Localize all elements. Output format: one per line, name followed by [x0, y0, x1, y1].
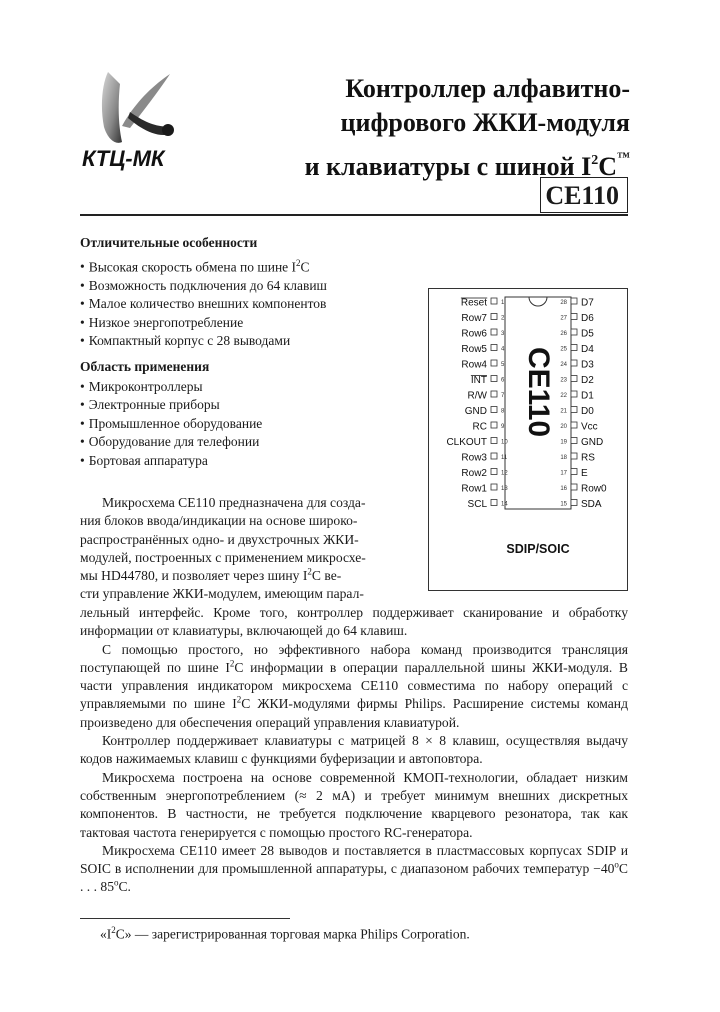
intro-paragraph-rest: лельный интерфейс. Кроме того, контроллер поддерживает сканирование и обработку информации от клавиатуры, включающей до 64 клавиш.: [80, 605, 628, 639]
feature-1-suffix: C: [300, 259, 310, 275]
pin-left-10: [446, 437, 508, 448]
document-title: [305, 72, 630, 184]
footnote-sup: 2: [111, 925, 116, 935]
intro-line-5-suffix: C ве-: [311, 568, 342, 584]
pin-name: Reset: [460, 297, 487, 309]
pin-left-8: [465, 406, 505, 417]
pin-pad: [491, 407, 497, 413]
intro-line-5: [80, 567, 410, 585]
pin-pad: [571, 360, 577, 366]
pin-number: 22: [560, 393, 567, 399]
command-text-b: C информации в операции параллельной шины ЖКИ-модуля. В части управления индикатором микросхема CE110 совместима по набору операций с управляемыми по шине I: [80, 659, 628, 712]
pin-name: Row6: [461, 328, 487, 340]
pin-number: 25: [560, 346, 567, 353]
pin-number: 8: [501, 408, 505, 415]
applications-section: [80, 358, 410, 471]
pin-pad: [491, 484, 497, 490]
pin-number: 4: [501, 346, 505, 353]
features-list: [80, 254, 410, 351]
pin-name: SDA: [581, 499, 602, 510]
pin-name: Vcc: [581, 421, 598, 433]
package-text-a: Микросхема CE110 имеет 28 выводов и поставляется в пластмассовых корпусах SDIP и SOIC в исполнении для промышленной аппаратуры, с диапазоном рабочих температур −40: [80, 842, 628, 877]
pin-number: 10: [501, 439, 508, 446]
pin-name: SCL: [467, 499, 487, 510]
pin-name: R/W: [467, 390, 487, 402]
pin-pad: [491, 345, 497, 351]
pin-left-14: [468, 499, 509, 510]
company-logo: [78, 52, 218, 172]
pin-pad: [491, 391, 497, 397]
pin-left-6: [471, 375, 505, 386]
pin-name: Row1: [461, 483, 487, 495]
pin-name: RC: [472, 421, 487, 433]
command-text-a: С помощью простого, но эффективного набора команд производится трансляция поступающей по шине I: [80, 641, 628, 675]
pin-pad: [571, 329, 577, 335]
pin-number: 27: [560, 315, 567, 322]
pin-pad: [571, 469, 577, 475]
pinout-diagram: [428, 288, 628, 591]
pin-left-1: [461, 298, 505, 309]
features-heading: Отличительные особенности: [80, 235, 258, 250]
list-item: • Низкое энергопотребление: [80, 314, 410, 333]
intro-line-2: ния блоков ввода/индикации на основе широко-: [80, 513, 358, 529]
pin-name: Row2: [461, 468, 487, 479]
pin-name: E: [581, 468, 588, 479]
title-line-3-suffix: C: [598, 152, 617, 181]
list-item: • Микроконтроллеры: [80, 378, 410, 397]
pin-number: 9: [501, 424, 505, 430]
pin-name: D7: [581, 297, 594, 309]
pin-number: 11: [501, 455, 508, 461]
applications-list: [80, 378, 410, 471]
pin-pad: [571, 345, 577, 351]
pin-number: 12: [501, 470, 508, 477]
intro-line-6: сти управление ЖКИ-модулем, имеющим парал-: [80, 586, 364, 602]
list-item: • Бортовая аппаратура: [80, 452, 410, 471]
trademark-symbol: ™: [617, 149, 630, 164]
intro-line-5-sup: 2: [307, 566, 312, 577]
part-number-box: CE110: [540, 177, 628, 213]
list-item: • Малое количество внешних компонентов: [80, 295, 410, 314]
title-line-1: Контроллер алфавитно-: [345, 74, 630, 103]
list-item: • Компактный корпус с 28 выводами: [80, 332, 410, 351]
pin-name: INT: [470, 375, 487, 386]
footnote-text: — зарегистрированная торговая марка Philips Corporation.: [131, 926, 470, 942]
features-section: [80, 234, 410, 351]
pin-pad: [491, 376, 497, 382]
pin-number: 19: [560, 439, 567, 446]
intro-line-4: модулей, построенных с применением микросхе-: [80, 549, 366, 565]
command-paragraph: [80, 641, 628, 732]
pin-number: 18: [560, 455, 567, 461]
pin-name: GND: [581, 437, 604, 448]
feature-1-prefix: Высокая скорость обмена по шине I: [88, 259, 297, 275]
pin-number: 28: [560, 300, 567, 306]
pin-number: 16: [560, 486, 567, 492]
list-item: [80, 254, 410, 277]
pin-left-4: [461, 344, 505, 355]
pin-pad: [571, 500, 577, 506]
list-item: • Возможность подключения до 64 клавиш: [80, 277, 410, 296]
title-line-3-prefix: и клавиатуры с шиной I: [304, 152, 592, 181]
pin-number: 24: [560, 362, 567, 368]
package-sup-2: o: [113, 877, 119, 888]
pin-name: D4: [581, 344, 594, 355]
k-logo-icon: [78, 52, 218, 172]
pin-pad: [571, 314, 577, 320]
pin-pad: [571, 298, 577, 304]
pin-number: 26: [560, 331, 567, 337]
pin-name: RS: [581, 452, 595, 464]
pin-pad: [571, 422, 577, 428]
pin-pad: [571, 407, 577, 413]
pin-name: D2: [581, 375, 594, 386]
pin-name: Row4: [461, 359, 487, 371]
pin-pad: [571, 484, 577, 490]
pin-left-7: [468, 391, 505, 402]
package-sup-1: o: [614, 859, 619, 870]
pin-pad: [491, 314, 497, 320]
command-sup-2: 2: [236, 694, 242, 705]
pin-number: 1: [501, 300, 505, 306]
package-text-b: C . . . 85: [80, 861, 628, 895]
pin-name: Row7: [461, 313, 487, 324]
pin-pad: [571, 438, 577, 444]
pin-number: 5: [501, 362, 505, 368]
intro-paragraph-narrow: [80, 494, 410, 604]
pin-left-2: [461, 313, 505, 324]
applications-heading: Область применения: [80, 359, 210, 374]
pin-pad: [491, 453, 497, 459]
intro-line-5-prefix: мы HD44780, и позволяет через шину I: [80, 568, 308, 584]
technology-paragraph: Микросхема построена на основе современной КМОП-технологии, обладает низким собственным энергопотреблением (≈ 2 мА) и требует минимум внешних дискретных компонентов. В частности, не требуется подключение кварцевого резонатора, так как тактовая частота генерируется с помощью простого RC-генератора.: [80, 769, 628, 840]
body-text: [80, 604, 628, 897]
pin-number: 7: [501, 393, 505, 399]
pin-pad: [491, 298, 497, 304]
pin-left-13: [461, 484, 508, 495]
pin-number: 20: [560, 424, 567, 430]
pin-left-12: [461, 468, 508, 479]
logo-text: КТЦ-МК: [82, 146, 165, 171]
package-paragraph: [80, 842, 628, 897]
pin-number: 15: [560, 501, 567, 508]
pin-pad: [491, 422, 497, 428]
pin-pad: [571, 391, 577, 397]
list-item: • Промышленное оборудование: [80, 415, 410, 434]
footnote-open: «I: [100, 926, 112, 942]
pin-number: 3: [501, 331, 505, 337]
pin-number: 14: [501, 501, 508, 508]
pin-pad: [491, 500, 497, 506]
keyboard-paragraph: Контроллер поддерживает клавиатуры с матрицей 8 × 8 клавиш, осуществляя выдачу кодов нажимаемых клавиш с функциями буферизации и автоповтора.: [80, 733, 628, 767]
pin-pad: [571, 453, 577, 459]
pin-left-5: [461, 360, 505, 371]
header-rule: [80, 214, 628, 216]
title-line-2: цифрового ЖКИ-модуля: [340, 108, 630, 137]
footnote-rule: [80, 918, 290, 919]
chip-label: CE110: [522, 347, 555, 438]
pin-left-11: [461, 453, 507, 464]
pin-pad: [491, 360, 497, 366]
package-text-c: C.: [118, 879, 131, 895]
pin-pad: [491, 469, 497, 475]
pin-number: 6: [501, 377, 505, 384]
pin-name: D3: [581, 359, 594, 371]
pin-number: 17: [560, 470, 567, 477]
intro-line-1: Микросхема CE110 предназначена для созда-: [102, 495, 366, 510]
pin-pad: [571, 376, 577, 382]
pin-pad: [491, 438, 497, 444]
command-text-c: C ЖКИ-модулями фирмы Philips. Расширение системы команд произведено для обеспечения операций управления клавиатурой.: [80, 696, 628, 730]
pin-name: D5: [581, 328, 594, 340]
pin-number: 2: [501, 315, 505, 322]
pin-left-9: [473, 422, 505, 433]
pin-left-3: [461, 329, 505, 340]
package-label: SDIP/SOIC: [506, 542, 570, 556]
command-sup-1: 2: [229, 658, 235, 669]
pin-name: Row3: [461, 452, 487, 464]
title-superscript: 2: [591, 153, 599, 168]
pinout-svg: [429, 289, 629, 592]
intro-line-3: распространённых одно- и двухстрочных ЖКИ-: [80, 531, 359, 547]
pin-name: D6: [581, 313, 594, 324]
list-item: • Оборудование для телефонии: [80, 433, 410, 452]
pin-number: 13: [501, 486, 508, 492]
pin-name: CLKOUT: [446, 437, 487, 448]
pin-name: Row0: [581, 483, 607, 495]
pin-number: 21: [560, 408, 567, 415]
pin-name: Row5: [461, 344, 487, 355]
pin-name: GND: [464, 406, 487, 417]
list-item: • Электронные приборы: [80, 396, 410, 415]
pin-name: D0: [581, 406, 594, 417]
footnote: [100, 925, 470, 943]
pin-number: 23: [560, 377, 567, 384]
pin-name: D1: [581, 390, 594, 402]
footnote-close: C»: [115, 926, 132, 942]
feature-1-sup: 2: [296, 257, 301, 268]
pin-pad: [491, 329, 497, 335]
